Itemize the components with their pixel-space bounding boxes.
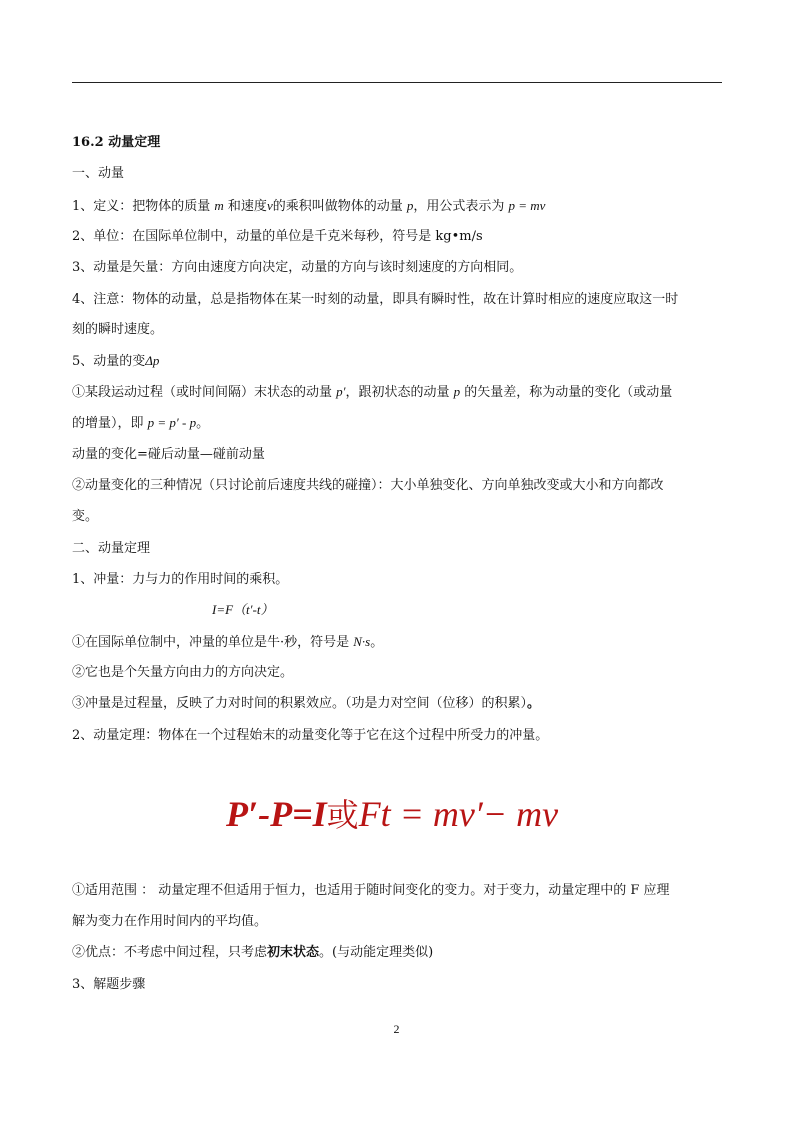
scope-line1: ①适用范围 ： 动量定理不但适用于恒力，也适用于随时间变化的变力。对于变力，动量定理中的 F 应理: [72, 883, 670, 898]
change-item2-line2: 变。: [72, 509, 99, 524]
momentum-theorem-formula: P′-P=I或Ft = mv′− mv: [226, 794, 559, 834]
scope-line2: 解为变力在作用时间内的平均值。: [72, 914, 268, 929]
momentum-note-line2: 刻的瞬时速度。: [72, 322, 164, 337]
impulse-item1: ①在国际单位制中，冲量的单位是牛·秒，符号是 N·s。: [72, 634, 384, 650]
solution-steps-heading: 3、解题步骤: [72, 977, 146, 992]
change-item1-line2: 的增量），即 p = p′ - p。: [72, 415, 210, 431]
impulse-item3: ③冲量是过程量，反映了力对时间的积累效应。（功是力对空间（位移）的积累）。: [72, 696, 541, 711]
impulse-item2: ②它也是个矢量方向由力的方向决定。: [72, 665, 294, 680]
momentum-unit: 2、单位：在国际单位制中，动量的单位是千克米每秒，符号是 kg•m/s: [72, 229, 483, 244]
impulse-definition: 1、冲量：力与力的作用时间的乘积。: [72, 572, 289, 587]
momentum-note-line1: 4、注意：物体的动量，总是指物体在某一时刻的动量，即具有瞬时性，故在计算时相应的速度应取这一时: [72, 292, 679, 307]
heading-momentum: 一、动量: [72, 166, 125, 181]
change-item1-line1: ①某段运动过程（或时间间隔）末状态的动量 p′，跟初状态的动量 p 的矢量差，称为动量的变化（或动量: [72, 384, 673, 400]
advantage: ②优点：不考虑中间过程，只考虑初末状态。(与动能定理类似): [72, 945, 434, 960]
change-item1-line3: 动量的变化=碰后动量—碰前动量: [72, 447, 265, 462]
page-number: 2: [393, 1022, 400, 1036]
heading-theorem: 二、动量定理: [72, 541, 151, 556]
momentum-definition: 1、定义：把物体的质量 m 和速度v的乘积叫做物体的动量 p，用公式表示为 p = mv: [72, 198, 546, 214]
momentum-change-heading: 5、动量的变Δp: [72, 353, 160, 369]
header-rule: [72, 82, 722, 83]
momentum-vector: 3、动量是矢量：方向由速度方向决定，动量的方向与该时刻速度的方向相同。: [72, 260, 523, 275]
change-item2-line1: ②动量变化的三种情况（只讨论前后速度共线的碰撞）：大小单独变化、方向单独改变或大小和方向都改: [72, 478, 664, 493]
impulse-formula: I=F（t′-t）: [212, 602, 274, 617]
theorem-statement: 2、动量定理：物体在一个过程始末的动量变化等于它在这个过程中所受力的冲量。: [72, 728, 549, 743]
section-title: 16.2 动量定理: [72, 135, 161, 150]
